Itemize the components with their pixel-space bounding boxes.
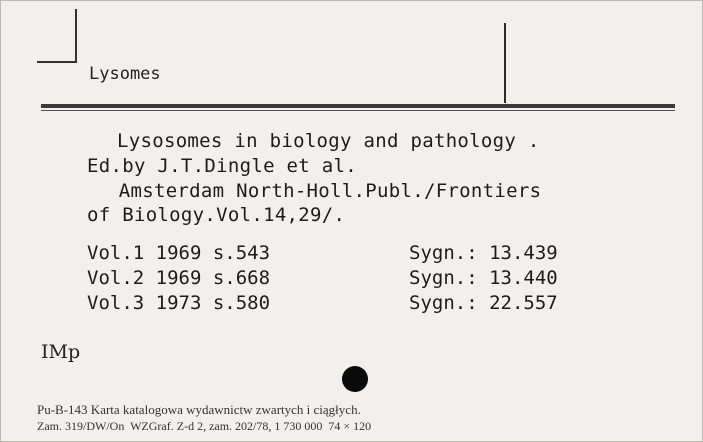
vertical-divider [504,23,506,103]
heading-rule-thin [41,110,675,111]
title-line-4: of Biology.Vol.14,29/. [87,204,346,226]
card-heading: Lysomes [89,64,161,84]
signature-3: Sygn.: 22.557 [409,292,558,314]
title-line-3: Amsterdam North-Holl.Publ./Frontiers [107,180,542,202]
corner-mark-vertical [75,9,77,63]
title-line-1: Lysosomes in biology and pathology . [117,130,540,152]
footer-line-1: Pu-B-143 Karta katalogowa wydawnictw zwartych i ciągłych. [37,402,361,417]
signature-2: Sygn.: 13.440 [409,267,558,289]
heading-rule [41,104,675,108]
title-line-2: Ed.by J.T.Dingle et al. [87,155,357,177]
volume-3: Vol.3 1973 s.580 [87,292,271,314]
footer-line-2: Zam. 319/DW/On WZGraf. Z-d 2, zam. 202/78, 1 730 000 74 × 120 [37,419,372,433]
signature-1: Sygn.: 13.439 [409,242,558,264]
location-mark: IMp [41,341,81,363]
corner-mark-horizontal [37,61,77,63]
punch-hole [342,366,368,392]
volume-2: Vol.2 1969 s.668 [87,267,271,289]
volume-1: Vol.1 1969 s.543 [87,242,271,264]
